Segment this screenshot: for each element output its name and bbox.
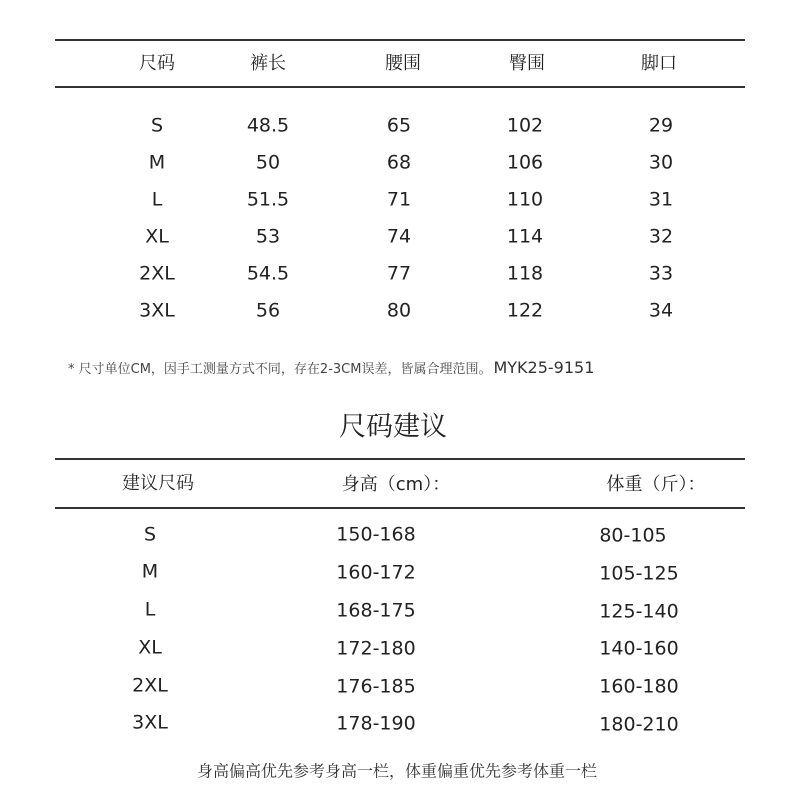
cell-leg-opening: 30: [648, 151, 674, 174]
cell-weight: 80-105: [599, 524, 667, 547]
cell-waist: 80: [386, 299, 412, 322]
size-table-header-rule: [55, 86, 745, 88]
cell-height: 178-190: [336, 712, 416, 735]
cell-size: S: [143, 523, 157, 546]
header-waist: 腰围: [385, 53, 421, 74]
cell-waist: 68: [386, 151, 412, 174]
size-table-top-rule: [55, 39, 745, 41]
cell-height: 150-168: [336, 523, 416, 546]
cell-size: 3XL: [139, 299, 175, 322]
cell-size: 2XL: [132, 674, 168, 697]
cell-waist: 71: [386, 188, 412, 211]
cell-pants-length: 54.5: [246, 262, 290, 285]
cell-weight: 180-210: [599, 713, 679, 736]
cell-hip: 102: [506, 114, 544, 137]
cell-hip: 106: [506, 151, 544, 174]
cell-leg-opening: 33: [648, 262, 674, 285]
cell-weight: 140-160: [599, 637, 679, 660]
cell-leg-opening: 29: [648, 114, 674, 137]
header-hip: 臀围: [509, 53, 545, 74]
cell-weight: 160-180: [599, 675, 679, 698]
cell-waist: 77: [386, 262, 412, 285]
cell-weight: 105-125: [599, 562, 679, 585]
cell-waist: 74: [386, 225, 412, 248]
cell-size: M: [148, 151, 166, 174]
cell-hip: 118: [506, 262, 544, 285]
cell-hip: 110: [506, 188, 544, 211]
cell-size: S: [150, 114, 164, 137]
cell-height: 172-180: [336, 637, 416, 660]
header-size: 尺码: [139, 53, 175, 74]
cell-pants-length: 51.5: [246, 188, 290, 211]
cell-size: L: [144, 598, 156, 621]
cell-height: 176-185: [336, 675, 416, 698]
cell-pants-length: 56: [255, 299, 281, 322]
recommend-table-header-rule: [55, 507, 745, 509]
cell-pants-length: 50: [255, 151, 281, 174]
cell-weight: 125-140: [599, 600, 679, 623]
measurement-note: [68, 358, 594, 377]
note-text: * 尺寸单位CM，因手工测量方式不同，存在2-3CM误差，皆属合理范围。: [68, 362, 492, 377]
header-weight: 体重（斤）：: [606, 474, 706, 495]
header-pants-length: 裤长: [250, 53, 286, 74]
cell-pants-length: 53: [255, 225, 281, 248]
recommend-title: 尺码建议: [339, 411, 447, 443]
cell-waist: 65: [386, 114, 412, 137]
footer-tip: 身高偏高优先参考身高一栏，体重偏重优先参考体重一栏: [196, 761, 598, 781]
cell-hip: 122: [506, 299, 544, 322]
cell-height: 168-175: [336, 599, 416, 622]
cell-leg-opening: 31: [648, 188, 674, 211]
header-recommended-size: 建议尺码: [122, 473, 194, 494]
cell-size: XL: [138, 636, 162, 659]
cell-size: M: [141, 560, 159, 583]
cell-size: XL: [145, 225, 169, 248]
cell-size: 3XL: [132, 711, 168, 734]
cell-leg-opening: 34: [648, 299, 674, 322]
cell-pants-length: 48.5: [246, 114, 290, 137]
header-height: 身高（cm）：: [341, 474, 451, 495]
cell-size: 2XL: [139, 262, 175, 285]
cell-hip: 114: [506, 225, 544, 248]
product-code: MYK25-9151: [493, 358, 595, 377]
recommend-table-top-rule: [55, 458, 745, 460]
cell-leg-opening: 32: [648, 225, 674, 248]
cell-size: L: [151, 188, 163, 211]
cell-height: 160-172: [336, 561, 416, 584]
header-leg-opening: 脚口: [641, 53, 677, 74]
